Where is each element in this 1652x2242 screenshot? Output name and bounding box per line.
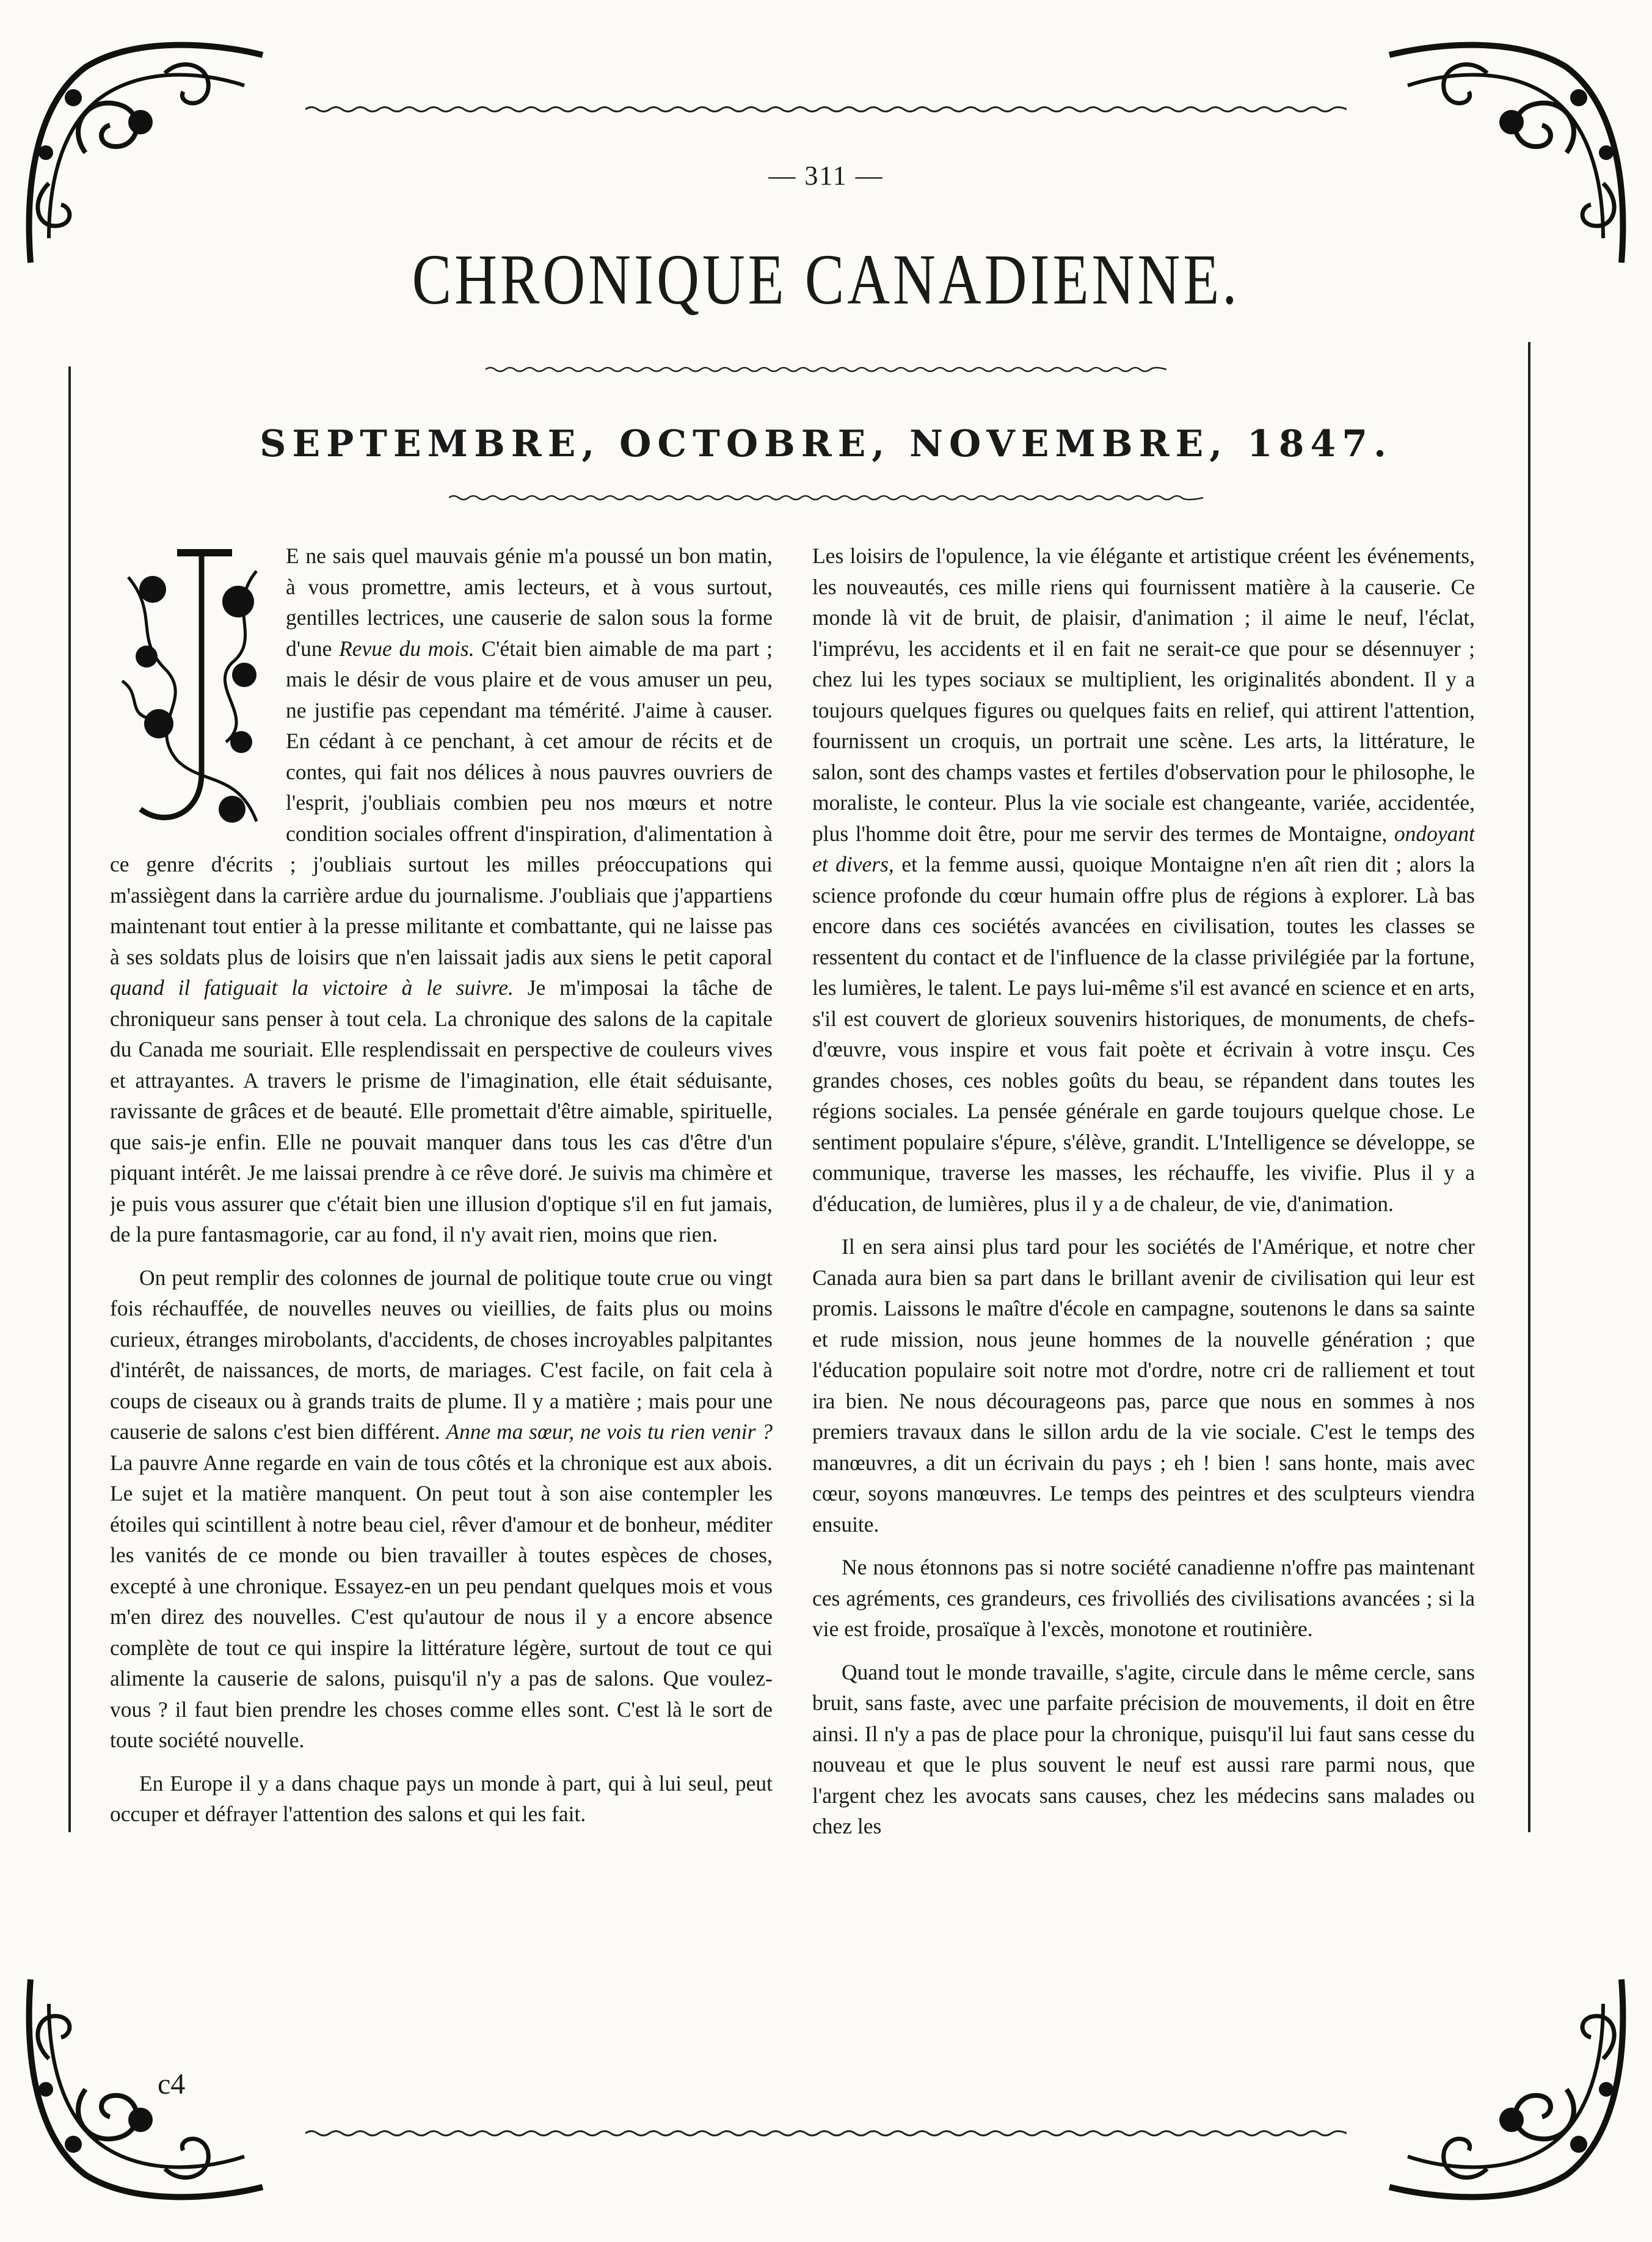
page-title: CHRONIQUE CANADIENNE. (412, 239, 1240, 319)
paragraph-6: Ne nous étonnons pas si notre société canadienne n'offre pas maintenant ces agréments, ces grandeurs, ces frivolliés des civilisations avancées ; si la vie est froide, prosaïque à l'excès, monotone et routinière. (812, 1555, 1475, 1641)
signature-mark: c4 (158, 2068, 186, 2100)
paragraph-1-emphasis-2: quand il fatiguait la victoire à le suivre. (110, 975, 514, 1000)
text-column-left (110, 540, 773, 2104)
frame-rule-left (68, 366, 71, 1832)
title-rule (486, 365, 1166, 374)
decorated-initial-j-icon (110, 540, 275, 846)
paragraph-1-emphasis-1: Revue du mois. (339, 636, 475, 661)
paragraph-5: Il en sera ainsi plus tard pour les sociétés de l'Amérique, et notre cher Canada aura bien sa part dans le brillant avenir de civilisation qui leur est promis. Laissons le maître d'école en campagne, soutenons le dans sa sainte et rude mission, nous jeune hommes de la nouvelle génération ; que l'éducation populaire soit notre mot d'ordre, notre cri de ralliement et tout ira bien. Ne nous décourageons pas, parce que nous en sommes à nos premiers travaux dans le sillon ardu de la vie sociale. C'est le temps des manœuvres, a dit un écrivain du pays ; eh ! bien ! sans honte, mais avec cœur, soyons manœuvres. Le temps des peintres et des sculpteurs viendra ensuite. (812, 1234, 1475, 1537)
paragraph-4-end: et la femme aussi, quoique Montaigne n'en aît rien dit ; alors la science profonde du cœur humain offre plus de régions à explorer. Là bas encore dans ces sociétés avancées en civilisation, toutes les classes se ressentent du contact et de l'influence de la classe privilégiée par la fortune, les lumières, le talent. Le pays lui-même s'il est avancé en science et en arts, s'il est couvert de glorieux souvenirs historiques, de monuments, de chefs-d'œuvre, vous inspire et vous fait poète et écrivain à votre insçu. Ces grandes choses, ces nobles goûts du beau, se répandent dans toutes les régions sociales. La pensée générale en garde toujours quelque chose. Le sentiment populaire s'épure, s'élève, grandit. L'Intelligence se développe, se communique, traverse les masses, les réchauffe, les vivifie. Plus il y a d'éducation, de lumières, plus il y a de chaleur, de vie, d'animation. (812, 852, 1475, 1216)
paragraph-3: En Europe il y a dans chaque pays un monde à part, qui à lui seul, peut occuper et défrayer l'attention des salons et qui les fait. (110, 1771, 773, 1826)
subtitle-date: SEPTEMBRE, OCTOBRE, NOVEMBRE, 1847. (260, 423, 1392, 465)
paragraph-1-middle: C'était bien aimable de ma part ; mais le désir de vous plaire et de vous amuser un peu, ne justifie pas cependant ma témérité. J'aime à causer. En cédant à ce penchant, à cet amour de récits et de contes, qui fait nos délices à nous pauvres ouvriers de l'esprit, j'oubliais combien peu nos mœurs et notre condition sociales offrent d'inspiration, d'alimentation à ce genre d'écrits ; j'oubliais surtout les milles préoccupations qui m'assiègent dans la carrière ardue du journalisme. J'oubliais que j'appartiens maintenant tout entier à la presse militante et combattante, qui ne laisse pas à ses soldats plus de loisirs que n'en laissait jadis aux siens le petit caporal (110, 636, 773, 969)
paragraph-1-end: Je m'imposai la tâche de chroniqueur sans penser à tout cela. La chronique des salons de la capitale du Canada me souriait. Elle resplendissait en perspective de couleurs vives et attrayantes. A travers le prisme de l'imagination, elle était séduisante, ravissante de grâces et de beauté. Elle promettait d'être aimable, spirituelle, que sais-je enfin. Elle ne pouvait manquer dans tous les cas d'être d'un piquant intérêt. Je me laissai prendre à ce rêve doré. Je suivis ma chimère et je puis vous assurer que c'était bien une illusion d'optique s'il en fut jamais, de la pure fantasmagorie, car au fond, il n'y avait rien, moins que rien. (110, 975, 773, 1247)
frame-rule-top (305, 105, 1347, 114)
subtitle-rule (449, 493, 1203, 502)
paragraph-1-start: E ne sais quel mauvais génie m'a poussé un bon matin, à vous promettre, amis lecteurs, et à vous surtout, gentilles lectrices, une causerie de salon sous la forme d'une (286, 544, 773, 661)
paragraph-7: Quand tout le monde travaille, s'agite, circule dans le même cercle, sans bruit, sans faste, avec une parfaite précision de mouvements, il doit en être ainsi. Il n'y a pas de place pour la chronique, puisqu'il lui faut sans cesse du nouveau et que le plus souvent le neuf est aussi rare parmi nous, que l'argent chez les avocats sans causes, chez les médecins sans malades ou chez les (812, 1659, 1475, 1838)
paragraph-4-start: Les loisirs de l'opulence, la vie élégante et artistique créent les événements, les nouveautés, ces mille riens qui fournissent matière à la causerie. Ce monde là vit de bruit, de plaisir, d'animation ; il aime le neuf, l'éclat, l'imprévu, les accidents et il en fait ne serait-ce que pour se désennuyer ; chez lui les types sociaux se multiplient, les originalités abondent. Il y a toujours quelques figures ou quelques faits en relief, qui attirent l'attention, fournissent un croquis, un portrait une scène. Les arts, la littérature, le salon, sont des champs vastes et fertiles d'observation pour le philosophe, le moraliste, le conteur. Plus la vie sociale est changeante, variée, accidentée, plus l'homme doit être, pour me servir des termes de Montaigne, (812, 544, 1475, 846)
paragraph-2-end: La pauvre Anne regarde en vain de tous côtés et la chronique est aux abois. Le sujet et la matière manquent. On peut tout à son aise contempler les étoiles qui scintillent à notre beau ciel, rêver d'amour et de bonheur, méditer les vanités de ce monde ou bien travailler à toutes espèces de choses, excepté à une chronique. Essayez-en un peu pendant quelques mois et vous m'en direz des nouvelles. C'est qu'autour de nous il y a encore absence complète de tout ce qui inspire la littérature légère, surtout de tout ce qui alimente la causerie de salons, puisqu'il n'y a pas de salons. Que voulez-vous ? il faut bien prendre les choses comme elles sont. C'est là le sort de toute société nouvelle. (110, 1450, 773, 1752)
paragraph-2-start: On peut remplir des colonnes de journal de politique toute crue ou vingt fois réchauffée, de nouvelles neuves ou vieillies, de faits plus ou moins curieux, étranges mirobolants, d'accidents, de choses incroyables palpitantes d'intérêt, de naissances, de morts, de mariages. C'est facile, on fait cela à coups de ciseaux ou à grands traits de plume. Il y a matière ; mais pour une causerie de salons c'est bien différent. (110, 1265, 773, 1444)
text-column-right (812, 540, 1475, 2104)
page-number: — 311 — (768, 161, 884, 191)
frame-rule-right (1528, 342, 1530, 1832)
paragraph-2-emphasis: Anne ma sœur, ne vois tu rien venir ? (446, 1419, 773, 1444)
paragraph-4-emphasis: ondoyant et divers, (812, 821, 1475, 876)
frame-rule-bottom (305, 2129, 1347, 2138)
